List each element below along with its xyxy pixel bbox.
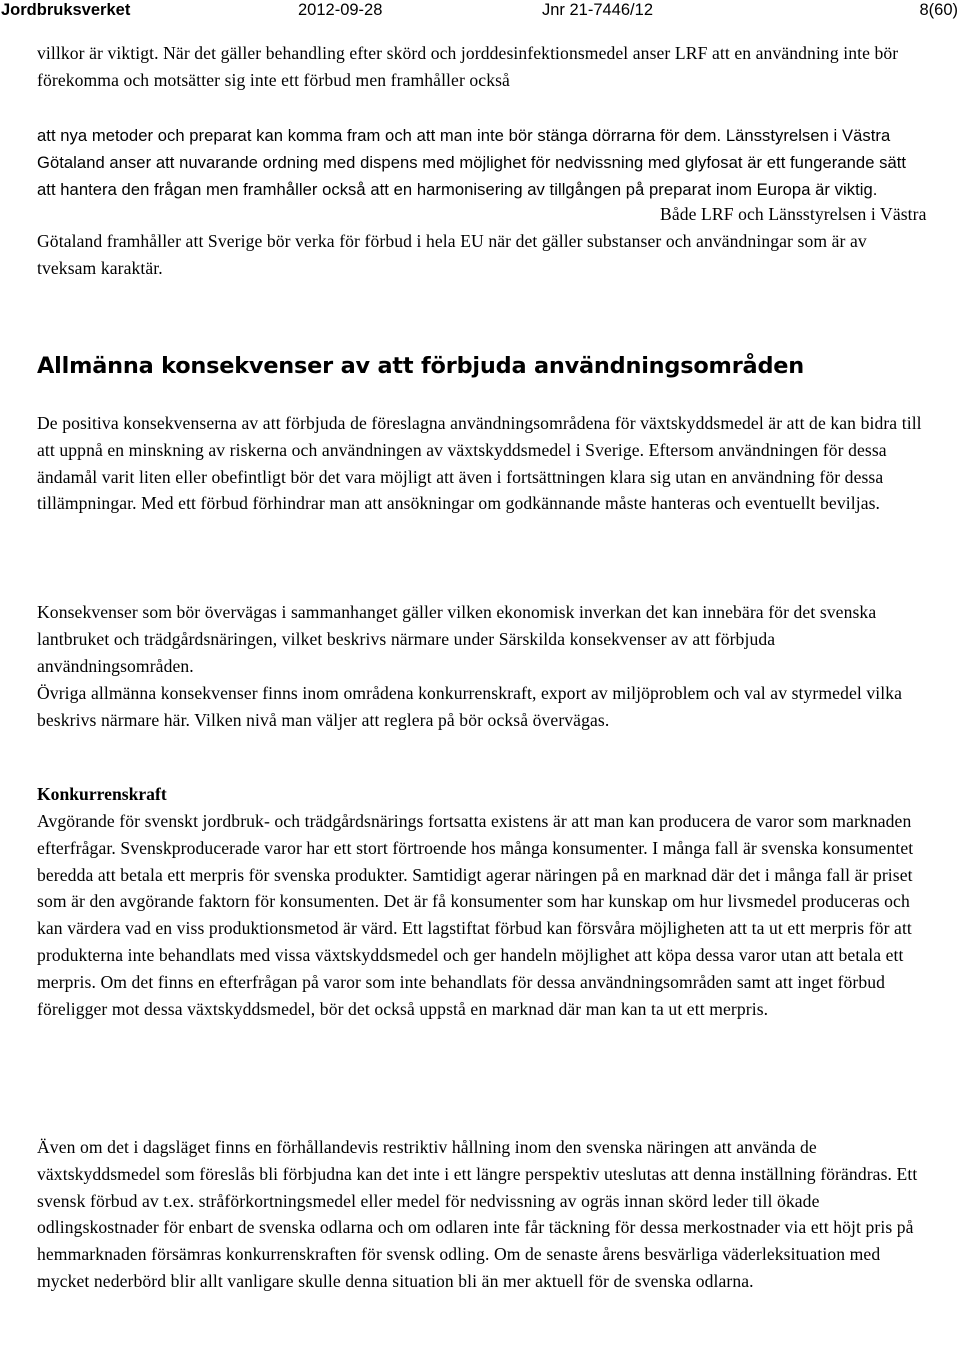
section-heading: Allmänna konsekvenser av att förbjuda användningsområden — [37, 353, 804, 379]
header-page-number: 8(60) — [919, 1, 958, 19]
subheading-konkurrenskraft: Konkurrenskraft — [37, 784, 167, 804]
header-reference-number: Jnr 21-7446/12 — [542, 1, 653, 19]
paragraph-other-consequences: Övriga allmänna konsekvenser finns inom områdena konkurrenskraft, export av miljöproblem och val av styrmedel vilka beskrivs närmare här. Vilken nivå man väljer att reglera på bör också övervägas. — [37, 683, 903, 730]
header-organization: Jordbruksverket — [1, 1, 131, 19]
page-header — [0, 0, 960, 22]
header-date: 2012-09-28 — [298, 1, 383, 19]
intro-paragraph-middle: att nya metoder och preparat kan komma fram och att man inte bör stänga dörrarna för dem. Länsstyrelsen i Västra Götaland anser att nuvarande ordning med dispens med möjlighet för nedvissning med glyfosat är ett fungerande sätt att hantera den frågan men framhåller också att en harmonisering av tillgången på preparat inom Europa är viktig. — [37, 126, 907, 200]
paragraph-restrictive-approach: Även om det i dagsläget finns en förhållandevis restriktiv hållning inom den svenska näringen att använda de växtskyddsmedel som föreslås bli förbjudna kan det inte i ett längre perspektiv uteslutas att denna inställning förändras. Ett svensk förbud av t.ex. stråförkortningsmedel eller medel för nedvissning av ogräs innan skörd leder till ökade odlingskostnader för enbart de svenska odlarna och om odlaren inte får täckning för dessa merkostnader via ett höjt pris på hemmarknaden försämras konkurrenskraften för svensk odling. Om de senaste årens besvärliga väderleksituation med mycket nederbörd blir allt vanligare skulle denna situation bli än mer aktuell för de svenska odlarna. — [37, 1137, 918, 1291]
intro-paragraph-end: Både LRF och Länsstyrelsen i Västra Götaland framhåller att Sverige bör verka för förbud i hela EU när det gäller substanser och användningar som är av tveksam karaktär. — [37, 204, 927, 278]
intro-paragraph-start: villkor är viktigt. När det gäller behandling efter skörd och jorddesinfektionsmedel anser LRF att en användning inte bör förekomma och motsätter sig inte ett förbud men framhåller också — [37, 43, 899, 90]
paragraph-competitiveness: Avgörande för svenskt jordbruk- och trädgårdsnärings fortsatta existens är att man kan producera de varor som marknaden efterfrågar. Svenskproducerade varor har ett stort förtroende hos många konsumenter. I många fall är svenska konsumentet beredda att betala ett merpris för svenska produkter. Samtidigt agerar näringen på en marknad där det i många fall är priset som är den avgörande faktorn för konsumenten. Det är få konsumenter som har kunskap om hur livsmedel produceras och kan värdera vad en viss produktionsmetod är värd. Ett lagstiftat förbud kan försvåra möjligheten att ta ut ett merpris för att produkterna inte behandlats med vissa växtskyddsmedel och ger handeln möjlighet att köpa dessa varor utan att betala ett merpris. Om det finns en efterfrågan på varor som inte behandlats för dessa användningsområden samt att inget förbud föreligger mot dessa växtskyddsmedel, bör det också uppstå en marknad där man kan ta ut ett merpris. — [37, 811, 914, 1019]
paragraph-positive-consequences: De positiva konsekvenserna av att förbjuda de föreslagna användningsområdena för växtskyddsmedel är att de kan bidra till att uppnå en minskning av riskerna och användningen av växtskyddsmedel i Sverige. Eftersom användningen för dessa ändamål varit liten eller obefintligt bör det vara möjligt att även i fortsättningen klara sig utan en användning för dessa tillämpningar. Med ett förbud förhindrar man att ansökningar om godkännande måste hanteras och eventuellt beviljas. — [37, 413, 922, 514]
paragraph-consequences-to-consider: Konsekvenser som bör övervägas i sammanhanget gäller vilken ekonomisk inverkan det kan innebära för det svenska lantbruket och trädgårdsnäringen, vilket beskrivs närmare under Särskilda konsekvenser av att förbjuda användningsområden. — [37, 602, 877, 676]
